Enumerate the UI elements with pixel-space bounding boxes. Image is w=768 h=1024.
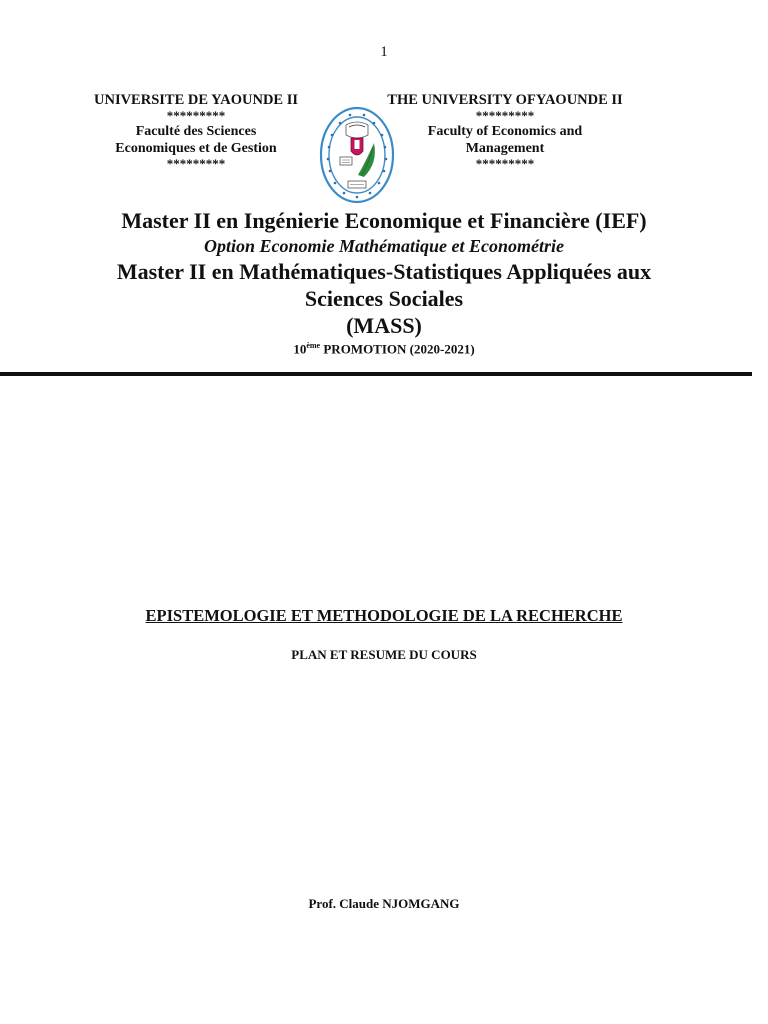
master-ief-title: Master II en Ingénierie Economique et Financière (IEF) [121, 208, 647, 233]
promotion-line [0, 341, 768, 357]
right-faculty-line1: Faculty of Economics and [427, 124, 583, 139]
author-name: Prof. Claude NJOMGANG [308, 896, 460, 911]
left-stars-separator-bottom: ********* [166, 156, 226, 171]
left-faculty-line2: Economiques et de Gestion [115, 141, 277, 156]
right-faculty-line2: Management [465, 141, 545, 156]
master-mass-title-line1: Master II en Mathématiques-Statistiques Appliquées aux [116, 259, 652, 284]
right-stars-separator-bottom: ********* [475, 156, 535, 171]
right-institution-header [376, 92, 634, 171]
option-subtitle: Option Economie Mathématique et Econométrie [204, 236, 564, 256]
promotion-ordinal-suffix: ème [306, 341, 321, 350]
left-university-name: UNIVERSITE DE YAOUNDE II [94, 92, 298, 108]
university-seal-icon [318, 105, 396, 205]
promotion-text: PROMOTION (2020-2021) [320, 341, 475, 357]
left-stars-separator-top: ********* [166, 108, 226, 123]
promotion-number: 10 [293, 341, 307, 357]
university-seal-logo [318, 105, 396, 205]
course-title: EPISTEMOLOGIE ET METHODOLOGIE DE LA RECHERCHE [145, 606, 623, 625]
header-divider [0, 372, 752, 376]
right-university-name: THE UNIVERSITY OFYAOUNDE II [387, 92, 623, 108]
page-number: 1 [380, 44, 388, 60]
master-mass-title [0, 258, 768, 312]
mass-abbreviation: (MASS) [346, 313, 422, 338]
master-mass-title-line2: Sciences Sociales [304, 286, 464, 311]
left-institution-header [66, 92, 326, 171]
left-faculty-line1: Faculté des Sciences [135, 124, 257, 139]
course-subtitle: PLAN ET RESUME DU COURS [291, 647, 477, 662]
right-stars-separator-top: ********* [475, 108, 535, 123]
